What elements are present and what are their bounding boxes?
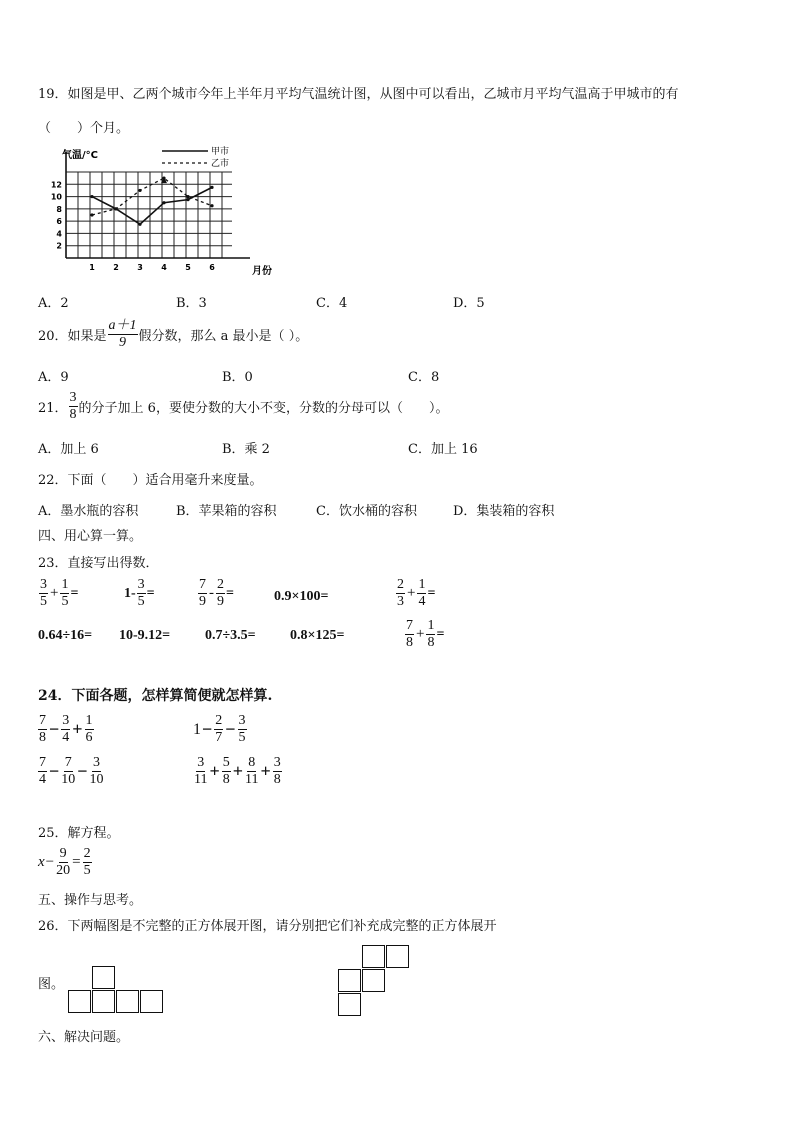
- q23-r2-a: 0.64÷16=: [38, 628, 93, 643]
- data-point: [186, 198, 189, 201]
- x-tick-label: 6: [209, 263, 215, 272]
- y-tick-label: 4: [56, 229, 62, 239]
- q19-option-c[interactable]: C．4: [316, 296, 348, 311]
- net2-square: [338, 969, 361, 992]
- cube-net-1[interactable]: [68, 966, 168, 1016]
- q22-option-d[interactable]: D．集装箱的容积: [453, 504, 555, 519]
- q20-option-b[interactable]: B．0: [222, 370, 253, 385]
- net1-square: [92, 966, 115, 989]
- data-point: [210, 186, 213, 189]
- net1-square: [116, 990, 139, 1013]
- section-5-heading: 五、操作与思考。: [38, 893, 143, 908]
- q24-expr-4: $\frac{3}{11}$ + $\frac{5}{8}$ + $\frac{8}{11}$ + $\frac{3}{8}$: [194, 755, 281, 787]
- chart-ylabel: 气温/°C: [62, 150, 98, 161]
- q19-blank: （ ）个月。: [38, 121, 130, 136]
- q19-option-a[interactable]: A．2: [38, 296, 69, 311]
- q20-prefix: 20．如果是: [38, 329, 107, 344]
- q23-r1-b: 1- $\frac{3}{5}$ =: [124, 577, 155, 609]
- temperature-line-chart: [40, 140, 300, 280]
- q24-expr-3: $\frac{7}{4}$ − $\frac{7}{10}$ − $\frac{3}{10}$: [39, 755, 104, 787]
- legend-a-label: 甲市: [211, 147, 230, 157]
- q25-equation: x − $\frac{9}{20}$ = $\frac{2}{5}$: [38, 846, 91, 878]
- chart-xlabel: 月份: [252, 266, 272, 277]
- section-4-heading: 四、用心算一算。: [38, 529, 143, 544]
- q21-suffix: 的分子加上 6，要使分数的大小不变，分数的分母可以（ ）。: [78, 401, 449, 416]
- q20-frac-num: a＋1: [108, 318, 137, 333]
- data-point: [162, 201, 165, 204]
- q21-frac-num: 3: [69, 390, 77, 405]
- net1-square: [140, 990, 163, 1013]
- q23-r2-e: $\frac{7}{8}$ + $\frac{1}{8}$ =: [406, 618, 445, 650]
- q23-r1-c: $\frac{7}{9}$ - $\frac{2}{9}$ =: [199, 577, 234, 609]
- net2-square: [338, 993, 361, 1016]
- section-6-heading: 六、解决问题。: [38, 1030, 130, 1045]
- q19-option-b[interactable]: B．3: [176, 296, 207, 311]
- q24-expr-2: 1 − $\frac{2}{7}$ − $\frac{3}{5}$: [193, 713, 246, 745]
- q22-option-a[interactable]: A．墨水瓶的容积: [38, 504, 139, 519]
- data-point: [90, 213, 93, 216]
- q25-title: 25．解方程。: [38, 826, 120, 841]
- x-tick-label: 5: [185, 263, 191, 272]
- y-tick-label: 12: [50, 180, 62, 190]
- y-tick-label: 10: [50, 192, 62, 202]
- x-tick-label: 1: [89, 263, 95, 272]
- data-point: [210, 204, 213, 207]
- q22-option-c[interactable]: C．饮水桶的容积: [316, 504, 417, 519]
- net2-square: [386, 945, 409, 968]
- x-tick-label: 3: [137, 263, 143, 272]
- q21-fraction: [69, 390, 78, 423]
- net2-square: [362, 945, 385, 968]
- data-point: [90, 195, 93, 198]
- q26-stem-cont: 图。: [38, 977, 65, 992]
- q23-r1-a: $\frac{3}{5}$ + $\frac{1}{5}$ =: [40, 577, 79, 609]
- net1-square: [68, 990, 91, 1013]
- q21-frac-den: 8: [69, 407, 77, 422]
- q20-fraction: [108, 318, 138, 351]
- data-point: [114, 207, 117, 210]
- y-tick-label: 8: [56, 204, 62, 214]
- q20-frac-den: 9: [119, 335, 127, 350]
- net2-square: [362, 969, 385, 992]
- q26-stem: 26．下两幅图是不完整的正方体展开图，请分别把它们补充成完整的正方体展开: [38, 919, 497, 934]
- net1-square: [92, 990, 115, 1013]
- q23-r1-d: 0.9×100=: [274, 589, 329, 604]
- q24-expr-1: $\frac{7}{8}$ − $\frac{3}{4}$ + $\frac{1}{6}$: [39, 713, 93, 745]
- y-tick-label: 2: [56, 241, 62, 251]
- data-point: [186, 195, 189, 198]
- q21-option-a[interactable]: A．加上 6: [38, 442, 99, 457]
- q20-suffix: 假分数，那么 a 最小是（ ）。: [138, 329, 309, 344]
- q21-prefix: 21．: [38, 401, 68, 416]
- q23-r1-e: $\frac{2}{3}$ + $\frac{1}{4}$ =: [397, 577, 436, 609]
- q19-option-d[interactable]: D．5: [453, 296, 485, 311]
- q23-r2-b: 10-9.12=: [119, 628, 171, 643]
- series-line-a: [92, 187, 212, 224]
- q19-stem: 19．如图是甲、乙两个城市今年上半年月平均气温统计图，从图中可以看出，乙城市月平均气温高于甲城市的有: [38, 87, 679, 102]
- q23-r2-d: 0.8×125=: [290, 628, 345, 643]
- q22-stem: 22．下面（ ）适合用毫升来度量。: [38, 473, 263, 488]
- q20-option-a[interactable]: A．9: [38, 370, 69, 385]
- q21-option-b[interactable]: B．乘 2: [222, 442, 270, 457]
- q20-option-c[interactable]: C．8: [408, 370, 440, 385]
- cube-net-2[interactable]: [338, 945, 413, 1020]
- q21-option-c[interactable]: C．加上 16: [408, 442, 478, 457]
- legend-b-label: 乙市: [211, 159, 230, 169]
- x-tick-label: 2: [113, 263, 119, 272]
- y-tick-label: 6: [56, 217, 62, 227]
- q22-option-b[interactable]: B．苹果箱的容积: [176, 504, 277, 519]
- data-point: [138, 189, 141, 192]
- q20-stem: [38, 318, 308, 351]
- q23-r2-c: 0.7÷3.5=: [205, 628, 256, 643]
- q23-title: 23．直接写出得数．: [38, 556, 159, 571]
- q21-stem: [38, 390, 448, 423]
- q24-title: 24．下面各题，怎样算简便就怎样算.: [38, 688, 273, 704]
- data-point: [138, 223, 141, 226]
- x-tick-label: 4: [161, 263, 167, 272]
